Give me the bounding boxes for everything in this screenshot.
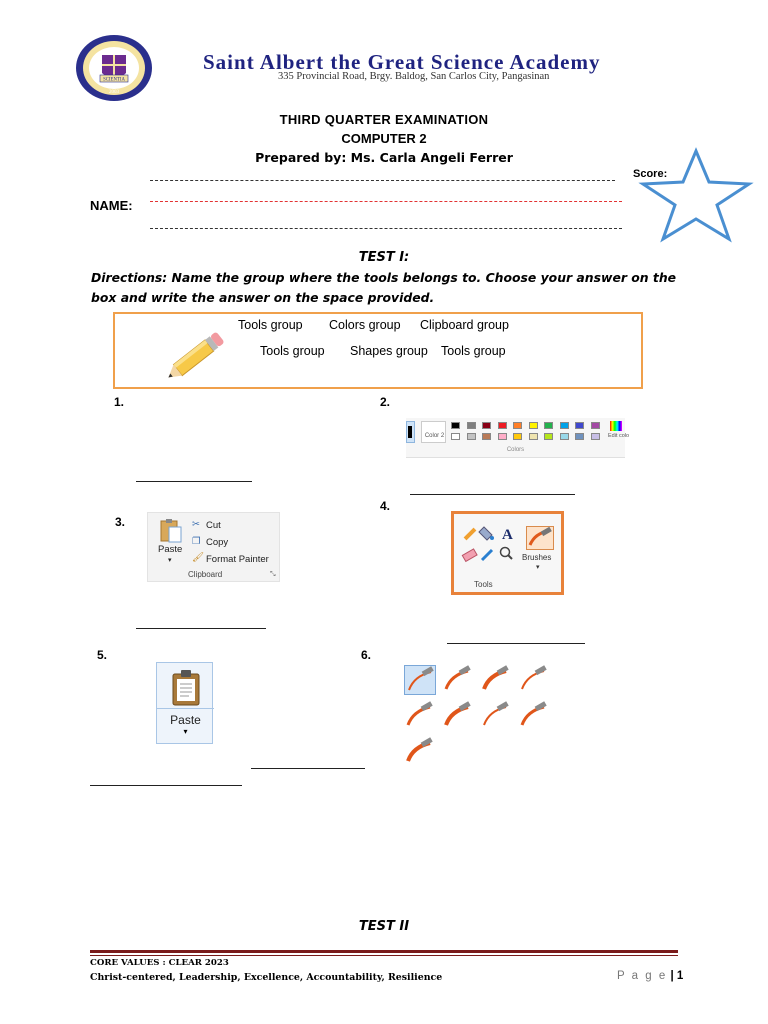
cut-label: Cut [206,520,221,531]
choice-item: Tools group [238,318,303,332]
footer-rule-thin [90,955,678,956]
values-list: Christ-centered, Leadership, Excellence, Accountability, Resilience [90,972,443,983]
pencil-icon [160,330,230,386]
color-swatch [513,422,522,429]
dashed-line-top [150,180,615,181]
question-number: 6. [361,648,372,662]
paste-label: Paste [158,544,183,555]
school-address: 335 Provincial Road, Brgy. Baldog, San Carlos City, Pangasinan [278,71,550,82]
page-number: P a g e | 1 [617,970,684,982]
school-name: Saint Albert the Great Science Academy [203,50,601,74]
dashed-line-bottom [150,228,622,229]
question-number: 1. [114,395,125,409]
tools-icons [460,522,526,566]
answer-blank-1[interactable] [136,481,252,482]
color-swatch [544,433,553,440]
question-number: 4. [380,499,391,513]
choice-item: Tools group [441,344,506,358]
answer-blank-4[interactable] [447,643,585,644]
clipboard-icon [171,669,201,707]
color-swatch [467,433,476,440]
edit-colors-label: Edit colo [608,433,630,439]
brushes-label: Brushes [522,553,552,562]
footer-rule [90,950,678,953]
color-swatch [529,433,538,440]
magnifier-icon [501,548,513,560]
tools-label: Tools [474,580,493,589]
test2-heading: TEST II [358,919,410,934]
exam-subject: COMPUTER 2 [341,131,427,146]
color-swatch [451,422,460,429]
color-swatch [575,422,584,429]
fill-tool-icon [479,527,494,540]
question-number: 5. [97,648,108,662]
paste-button-image [156,662,213,744]
colors-palette-image [406,418,630,458]
brush-option-icon [404,701,436,731]
dialog-launcher-icon: ⤡ [270,571,276,578]
paste-clipboard-icon [160,518,182,544]
choice-item: Tools group [260,344,325,358]
answer-blank-2[interactable] [410,494,575,495]
colors-group-label: Colors [506,447,525,453]
color-swatch [529,422,538,429]
color-swatch [591,433,600,440]
name-input-line[interactable] [150,201,622,202]
exam-title: THIRD QUARTER EXAMINATION [279,112,489,127]
pencil-tool-icon [464,528,477,541]
answer-blank-3[interactable] [136,628,266,629]
answer-blank-6[interactable] [90,785,242,786]
color-swatch [482,422,491,429]
score-label: Score: [633,168,668,180]
color-swatch [451,433,460,440]
answer-blank-5[interactable] [251,768,365,769]
color-swatch [575,433,584,440]
svg-text:SCIENTIA: SCIENTIA [103,77,125,83]
test1-directions: Directions: Name the group where the tools belongs to. Choose your answer on the box and write the answer on the space provided. [91,270,677,305]
choice-item: Clipboard group [420,318,509,332]
color-swatch [482,433,491,440]
name-label: NAME: [90,198,133,213]
brush-option-icon [442,701,474,731]
color-swatch [560,433,569,440]
brush-option-icon [518,701,550,731]
brush-option-icon [480,701,512,731]
prepared-by: Prepared by: Ms. Carla Angeli Ferrer [255,150,513,165]
paste-label: Paste [170,713,201,727]
clipboard-group-label: Clipboard [188,570,223,579]
svg-text:2003: 2003 [109,90,119,95]
choice-item: Shapes group [350,344,428,358]
color-swatch [544,422,553,429]
scissors-icon: ✂ [192,519,200,530]
color-swatch [560,422,569,429]
color-swatch [498,433,507,440]
format-painter-icon: 🖌 [192,552,205,563]
eraser-tool-icon [462,549,477,562]
test1-heading: TEST I: [358,250,410,265]
brushes-gallery-image [400,660,560,766]
format-painter-label: Format Painter [206,554,269,565]
core-values: CORE VALUES : CLEAR 2023 [90,958,229,968]
brush-option-icon [480,665,512,695]
chevron-down-icon: ▾ [183,727,188,736]
color-swatch [467,422,476,429]
brush-option-icon [404,665,436,695]
color2-label: Color 2 [424,433,445,439]
score-star-icon [640,148,752,242]
brush-option-icon [442,665,474,695]
color-swatch [498,422,507,429]
brush-option-icon [404,737,436,767]
question-number: 2. [380,395,391,409]
color-swatch [513,433,522,440]
tools-group-image [451,511,564,595]
school-seal-logo [74,33,154,103]
clipboard-group-image [147,512,280,582]
copy-label: Copy [206,537,229,548]
copy-icon: ❐ [192,536,201,547]
brush-tool-icon [526,526,554,550]
text-tool-icon: A [502,527,513,543]
brush-option-icon [518,665,550,695]
color-picker-icon [482,550,492,560]
chevron-down-icon: ▾ [536,564,540,571]
color-swatch [591,422,600,429]
question-number: 3. [115,515,126,529]
choice-item: Colors group [329,318,401,332]
chevron-down-icon: ▾ [168,557,172,564]
